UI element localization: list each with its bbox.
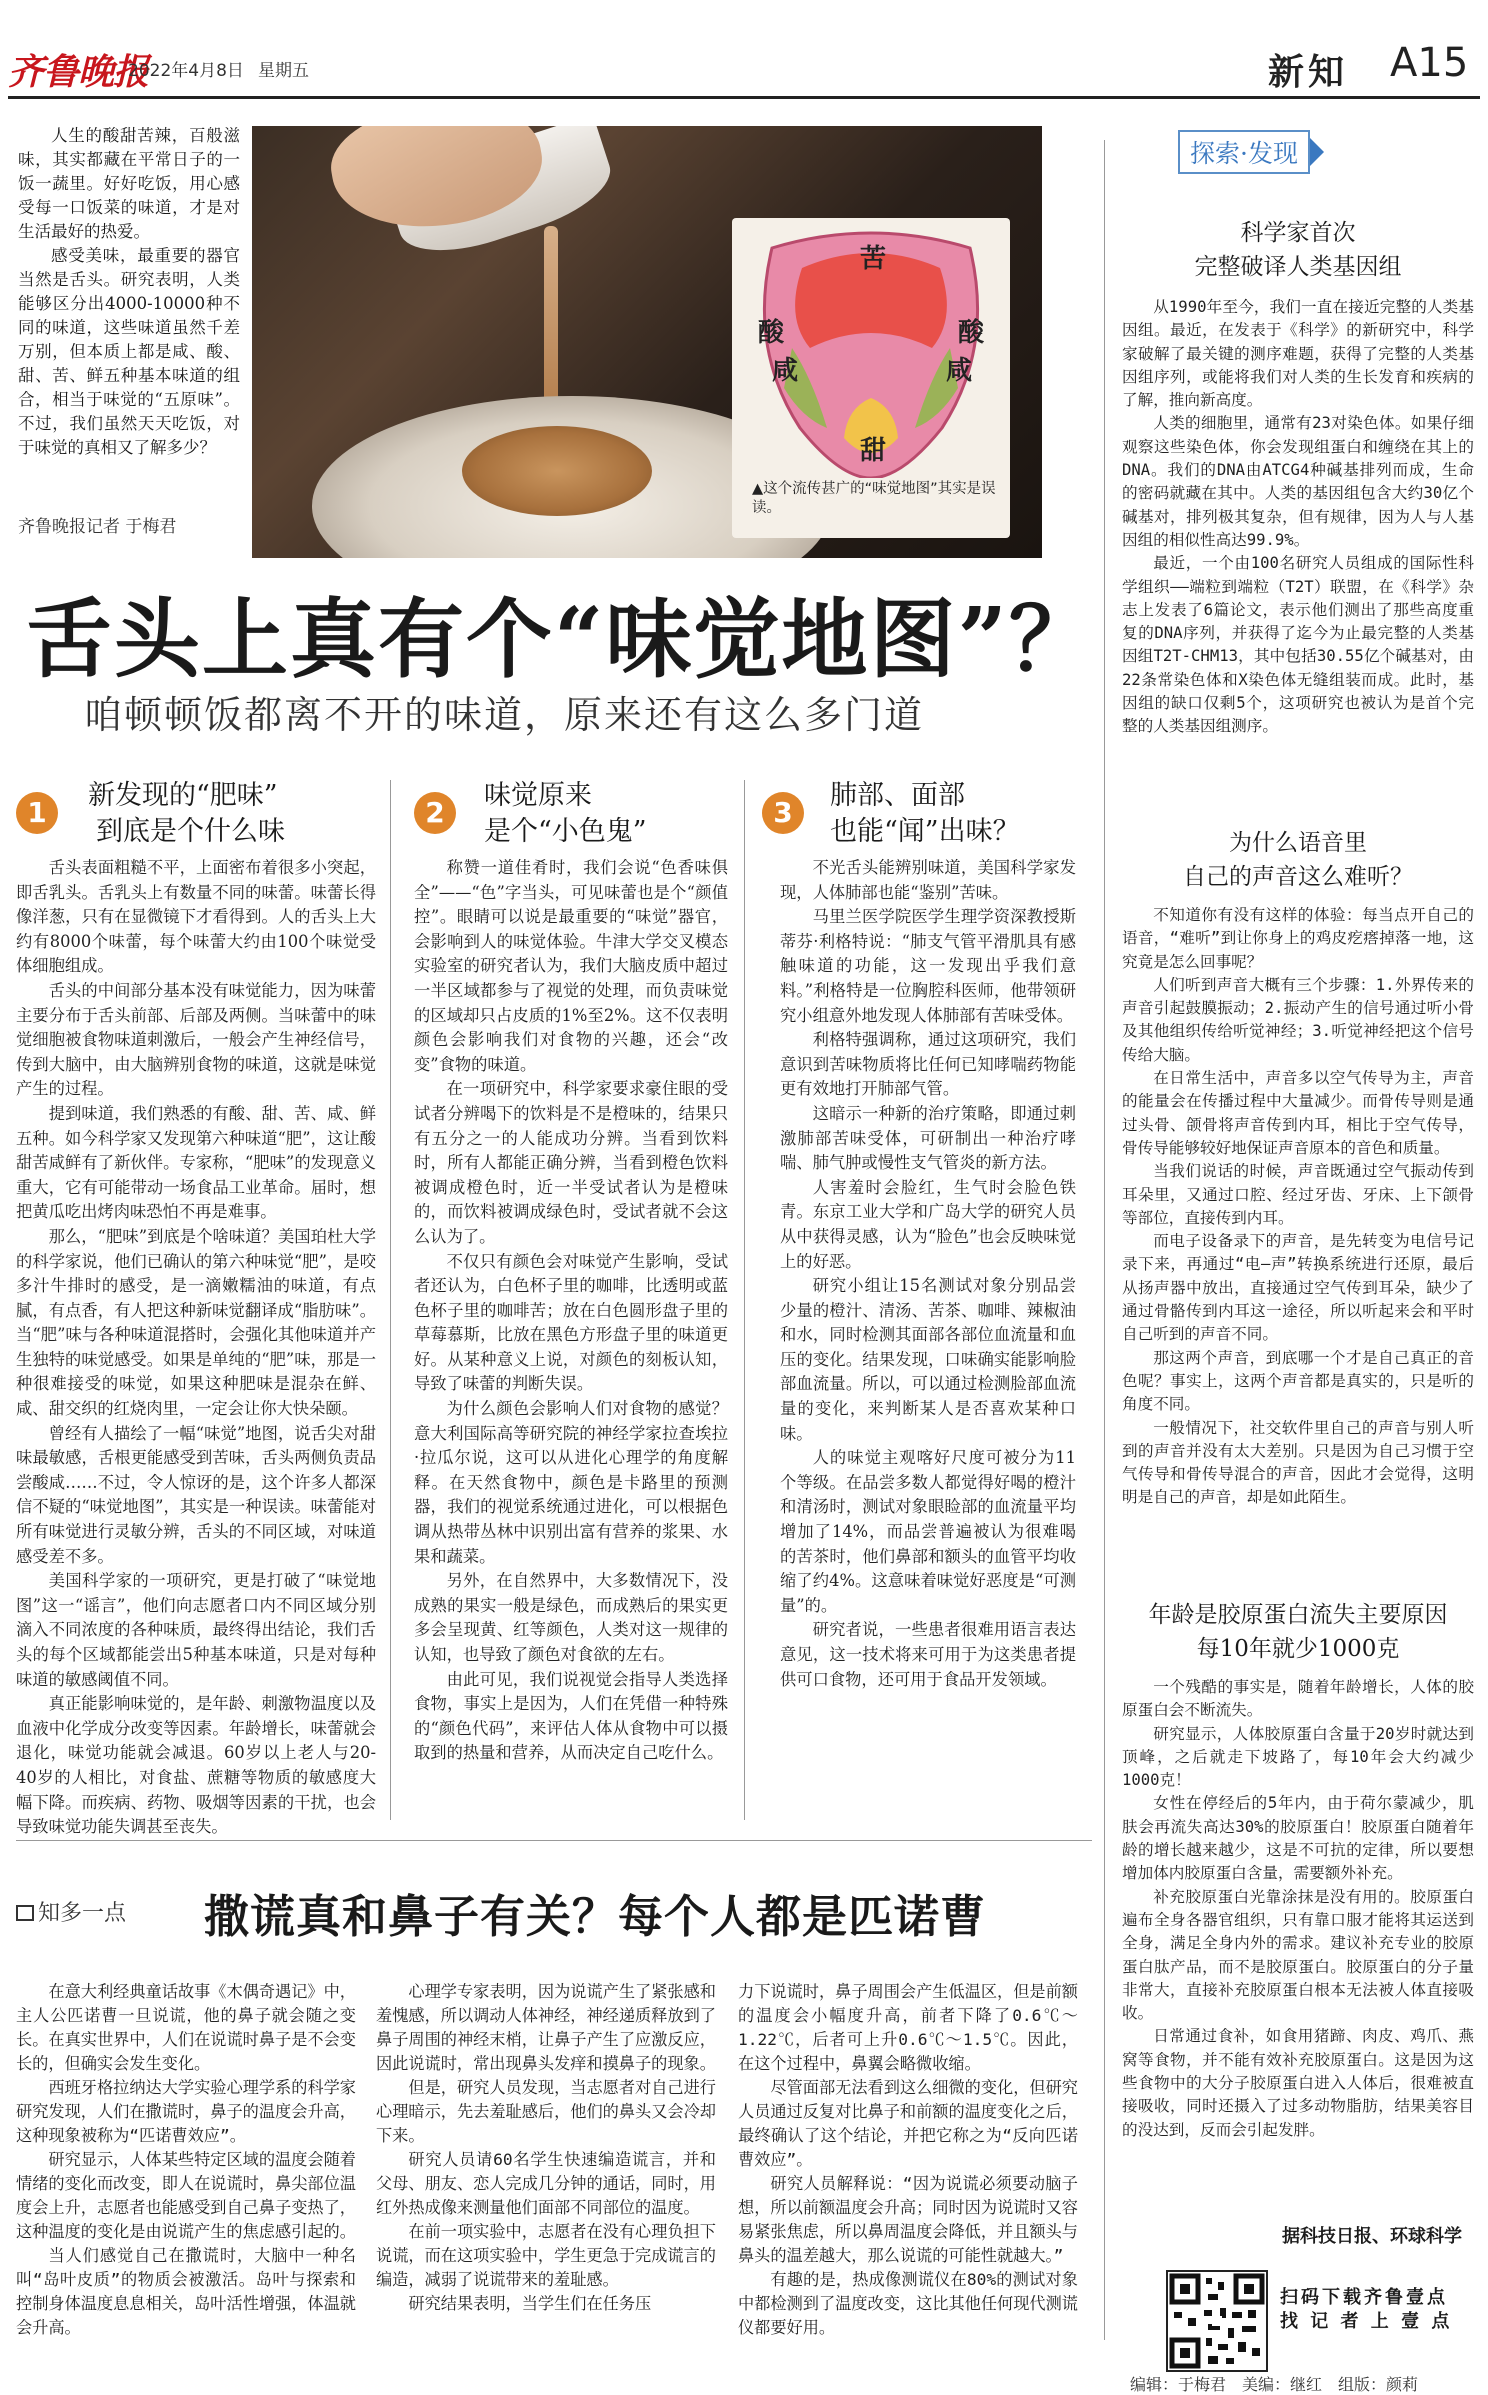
section-title-1	[88, 778, 285, 850]
know-more-label	[16, 1896, 126, 1927]
paragraph: 一般情况下，社交软件里自己的声音与别人听到的声音并没有太大差别。只是因为自己习惯于空气传导和骨传导混合的声音，因此才会觉得，这明明是自己的声音，却是如此陌生。	[1122, 1418, 1474, 1507]
art-credit: 美编：继红	[1242, 2375, 1323, 2394]
paragraph: 曾经有人描绘了一幅“味觉”地图，说舌尖对甜味最敏感，舌根更能感受到苦味，舌头两侧负责品尝酸咸……不过，令人惊讶的是，这个许多人都深信不疑的“味觉地图”，其实是一种误读。味蕾能对所有味觉进行灵敏分辨，舌头的不同区域，对味道感受差不多。	[16, 1423, 376, 1566]
paragraph: 研究显示，人体某些特定区域的温度会随着情绪的变化而改变，即人在说谎时，鼻尖部位温度会上升，志愿者也能感受到自己鼻子变热了，这种温度的变化是由说谎产生的焦虑感引起的。	[16, 2150, 356, 2241]
paragraph: 舌头的中间部分基本没有味觉能力，因为味蕾主要分布于舌头前部、后部及两侧。当味蕾中的味觉细胞被食物味道刺激后，一般会产生神经信号，传到大脑中，由大脑辨别食物的味道，这就是味觉产生的过程。	[16, 980, 376, 1099]
sidebar-article1-title	[1118, 216, 1478, 284]
sidebar-rule	[1104, 140, 1105, 2340]
intro-paragraph: 感受美味，最重要的器官当然是舌头。研究表明，人类能够区分出4000-10000种不同的味道，这些味道虽然千差万别，但本质上都是咸、酸、甜、苦、鲜五种基本味道的组合，相当于味觉的“五原味”。不过，我们虽然天天吃饭，对于味觉的真相又了解多少？	[18, 246, 240, 457]
reporter-byline: 齐鲁晚报记者 于梅君	[18, 517, 177, 537]
column-rule	[744, 780, 745, 1820]
section-title-line: 到底是个什么味	[96, 816, 285, 847]
section-title-3	[830, 778, 1020, 850]
paragraph: 日常通过食补，如食用猪蹄、肉皮、鸡爪、燕窝等食物，并不能有效补充胶原蛋白。这是因为这些食物中的大分子胶原蛋白进入人体后，很难被直接吸收，同时还摄入了过多动物脂肪，结果美容目的没达到，反而会引起发胖。	[1122, 2027, 1474, 2139]
hero-photo	[252, 126, 1042, 558]
issue-date: 2022年4月8日	[128, 61, 244, 81]
sauce-pool	[462, 426, 652, 516]
section-number-2: 2	[414, 792, 456, 834]
paragraph: 那么，“肥味”到底是个啥味道？美国珀杜大学的科学家说，他们已确认的第六种味觉“肥”，是咬多汁牛排时的感受，是一滴嫩糯油的味道，有点腻，有点香，有人把这种新味觉翻译成“脂肪味”。当“肥”味与各种味道混搭时，会强化其他味道并产生独特的味觉感受。如果是单纯的“肥”味，那是一种很难接受的味觉，如果这种肥味是混杂在鲜、咸、甜交织的红烧肉里，一定会让你大快朵颐。	[16, 1226, 376, 1419]
paragraph: 人类的细胞里，通常有23对染色体。如果仔细观察这些染色体，你会发现组蛋白和缠绕在其上的DNA。我们的DNA由ATCG4种碱基排列而成，生命的密码就藏在其中。人类的基因组包含大约30亿个碱基对，排列极其复杂，但有规律，因为人与人基因组的相似性高达99.9%。	[1122, 414, 1474, 549]
sidebar-article3-title	[1118, 1598, 1478, 1666]
paragraph: 在前一项实验中，志愿者在没有心理负担下说谎，而在这项实验中，学生更急于完成谎言的编造，减弱了说谎带来的羞耻感。	[376, 2222, 716, 2289]
paragraph: 女性在停经后的5年内，由于荷尔蒙减少，肌肤会再流失高达30%的胶原蛋白！胶原蛋白随着年龄的增长越来越少，这是不可抗的定律，所以要想增加体内胶原蛋白含量，需要额外补充。	[1122, 1794, 1474, 1883]
paragraph: 力下说谎时，鼻子周围会产生低温区，但是前额的温度会小幅度升高，前者下降了0.6℃～1.22℃，后者可上升0.6℃～1.5℃。因此，在这个过程中，鼻翼会略微收缩。	[738, 1982, 1078, 2073]
paragraph: 人的味觉主观喀好尺度可被分为11个等级。在品尝多数人都觉得好喝的橙汁和清汤时，测试对象眼睑部的血流量平均增加了14%，而品尝普遍被认为很难喝的苦茶时，他们鼻部和额头的血管平均收缩了约4%。这意味着味觉好恶度是“可测量”的。	[780, 1448, 1076, 1615]
paragraph: 另外，在自然界中，大多数情况下，没成熟的果实一般是绿色，而成熟后的果实更多会呈现黄、红等颜色，人类对这一规律的认知，也导致了颜色对食欲的左右。	[414, 1571, 728, 1664]
intro-text	[18, 124, 240, 460]
title-line: 自己的声音这么难听？	[1183, 864, 1413, 890]
editor-credit: 编辑：于梅君	[1130, 2375, 1227, 2394]
issue-weekday: 星期五	[258, 61, 309, 81]
sidebar-article1-body	[1122, 296, 1474, 739]
title-line: 年龄是胶原蛋白流失主要原因	[1148, 1602, 1448, 1628]
bottom-column-2	[376, 1980, 716, 2316]
paragraph: 尽管面部无法看到这么细微的变化，但研究人员通过反复对比鼻子和前额的温度变化之后，最终确认了这个结论，并把它称之为“反向匹诺曹效应”。	[738, 2078, 1078, 2169]
main-headline: 舌头上真有个“味觉地图”？	[26, 589, 1097, 690]
header-rule	[8, 96, 1480, 99]
title-line: 每10年就少1000克	[1196, 1636, 1400, 1662]
column-rule	[390, 780, 391, 1820]
paragraph: 最近，一个由100名研究人员组成的国际性科学组织——端粒到端粒（T2T）联盟，在《科学》杂志上发表了6篇论文，表示他们测出了那些高度重复的DNA序列，并获得了迄今为止最完整的人类基因组T2T-CHM13，其中包括30.55亿个碱基对，由22条常染色体和X染色体无缝组装而成。此时，基因组的缺口仅剩5个，这项研究也被认为是首个完整的人类基因组测序。	[1122, 554, 1474, 736]
paragraph: 马里兰医学院医学生理学资深教授斯蒂芬·利格特说：“肺支气管平滑肌具有感触味道的功能，这一发现出乎我们意料。”利格特是一位胸腔科医师，他带领研究小组意外地发现人体肺部有苦味受体。	[780, 907, 1076, 1025]
know-more-text: 知多一点	[38, 1901, 127, 1926]
window-icon	[16, 1905, 34, 1921]
qr-text-line: 扫码下载齐鲁壹点	[1280, 2287, 1448, 2308]
photo-caption: ▲这个流传甚广的“味觉地图”其实是误读。	[752, 481, 996, 516]
paragraph: 研究人员请60名学生快速编造谎言，并和父母、朋友、恋人完成几分钟的通话，同时，用红外热成像来测量他们面部不同部位的温度。	[376, 2150, 716, 2217]
paragraph: 舌头表面粗糙不平，上面密布着很多小突起，即舌乳头。舌乳头上有数量不同的味蕾。味蕾长得像洋葱，只有在显微镜下才看得到。人的舌头上大约有8000个味蕾，每个味蕾大约由100个味觉受体细胞组成。	[16, 858, 376, 976]
map-label-sweet: 甜	[860, 436, 887, 466]
paragraph: 人害羞时会脸红，生气时会脸色铁青。东京工业大学和广岛大学的研究人员从中获得灵感，认为“脸色”也会反映味觉上的好恶。	[780, 1177, 1076, 1271]
paragraph: 西班牙格拉纳达大学实验心理学系的科学家研究发现，人们在撒谎时，鼻子的温度会升高，这种现象被称为“匹诺曹效应”。	[16, 2078, 356, 2145]
bottom-column-1	[16, 1980, 356, 2340]
intro-paragraph: 人生的酸甜苦辣，百般滋味，其实都藏在平常日子的一饭一蔬里。好好吃饭，用心感受每一口饭菜的味道，才是对生活最好的热爱。	[18, 126, 240, 241]
layout-credit: 组版：颜莉	[1338, 2375, 1419, 2394]
sidebar-tag-label: 探索·发现	[1178, 130, 1310, 174]
paragraph: 研究者说，一些患者很难用语言表达意见，这一技术将来可用于为这类患者提供可口食物，还可用于食品开发领域。	[780, 1620, 1076, 1689]
title-line: 完整破译人类基因组	[1194, 254, 1402, 280]
sidebar-article3-body	[1122, 1676, 1474, 2142]
section-title-2	[484, 778, 647, 850]
qr-text-line: 找 记 者 上 壹 点	[1280, 2311, 1453, 2332]
section-title-line: 肺部、面部	[830, 780, 965, 811]
section-title-line: 味觉原来	[484, 780, 592, 811]
map-label-salty-right: 咸	[946, 356, 973, 386]
map-label-sour-right: 酸	[958, 318, 985, 348]
paragraph: 提到味道，我们熟悉的有酸、甜、苦、咸、鲜五种。如今科学家又发现第六种味道“肥”，这让酸甜苦咸鲜有了新伙伴。专家称，“肥味”的发现意义重大，它有可能带动一场食品工业革命。届时，想把黄瓜吃出烤肉味恐怕不再是难事。	[16, 1103, 376, 1222]
newspaper-logo: 齐鲁晚报	[8, 51, 149, 93]
section-title-line: 是个“小色鬼”	[484, 816, 647, 847]
credits-footer	[1130, 2372, 1418, 2395]
bottom-headline: 撒谎真和鼻子有关？每个人都是匹诺曹	[204, 1890, 987, 1943]
sidebar-article2-title	[1118, 826, 1478, 894]
paragraph: 那这两个声音，到底哪一个才是自己真正的音色呢？事实上，这两个声音都是真实的，只是听的角度不同。	[1122, 1348, 1474, 1414]
paragraph: 在日常生活中，声音多以空气传导为主，声音的能量会在传播过程中大量减少。而骨传导则是通过头骨、颌骨将声音传到内耳，相比于空气传导，骨传导能够较好地保证声音原本的音色和质量。	[1122, 1069, 1474, 1157]
paragraph: 真正能影响味觉的，是年龄、刺激物温度以及血液中化学成分改变等因素。年龄增长，味蕾就会退化，味觉功能就会减退。60岁以上老人与20-40岁的人相比，对食盐、蔗糖等物质的敏感度大幅下降。而疾病、药物、吸烟等因素的干扰，也会导致味觉功能失调甚至丧失。	[16, 1694, 376, 1837]
paragraph: 在一项研究中，科学家要求豪住眼的受试者分辨喝下的饮料是不是橙味的，结果只有五分之一的人能成功分辨。当看到饮料时，所有人都能正确分辨，当看到橙色饮料被调成橙色时，近一半受试者认为是橙味的，而饮料被调成绿色时，受试者就不会这么认为了。	[414, 1079, 728, 1246]
paragraph: 但是，研究人员发现，当志愿者对自己进行心理暗示，先去羞耻感后，他们的鼻头又会冷却下来。	[376, 2078, 716, 2145]
article-source: 据科技日报、环球科学	[1282, 2226, 1462, 2247]
tag-arrow-icon	[1310, 138, 1324, 166]
paragraph: 而电子设备录下的声音，是先转变为电信号记录下来，再通过“电—声”转换系统进行还原，最后从扬声器中放出，直接通过空气传到耳朵，缺少了通过骨骼传到内耳这一途径，所以听起来会和平时自己听到的声音不同。	[1122, 1232, 1474, 1344]
taste-map-panel	[732, 218, 1010, 538]
paragraph: 从1990年至今，我们一直在接近完整的人类基因组。最近，在发表于《科学》的新研究中，科学家破解了最关键的测序难题，获得了完整的人类基因组序列，或能将我们对人类的生长发育和疾病的了解，推向新高度。	[1122, 298, 1474, 410]
paragraph: 不仅只有颜色会对味觉产生影响，受试者还认为，白色杯子里的咖啡，比透明或蓝色杯子里的咖啡苦；放在白色圆形盘子里的草莓慕斯，比放在黑色方形盘子里的味道更好。从某种意义上说，对颜色的刻板认知，导致了味蕾的判断失误。	[414, 1251, 728, 1394]
paragraph: 当人们感觉自己在撒谎时，大脑中一种名叫“岛叶皮质”的物质会被激活。岛叶与探索和控制身体温度息息相关，岛叶活性增强，体温就会升高。	[16, 2246, 356, 2337]
paragraph: 不光舌头能辨别味道，美国科学家发现，人体肺部也能“鉴别”苦味。	[780, 858, 1076, 902]
section-number-1: 1	[16, 792, 58, 834]
main-subheadline: 咱顿顿饭都离不开的味道，原来还有这么多门道	[84, 693, 925, 737]
map-label-bitter: 苦	[860, 244, 887, 274]
paragraph: 研究人员解释说：“因为说谎必须要动脑子想，所以前额温度会升高；同时因为说谎时又容易紧张焦虑，所以鼻周温度会降低，并且额头与鼻头的温差越大，那么说谎的可能性就越大。”	[738, 2174, 1078, 2265]
paragraph: 不知道你有没有这样的体验：每当点开自己的语音，“难听”到让你身上的鸡皮疙瘩掉落一地，这究竟是怎么回事呢？	[1122, 906, 1474, 971]
map-label-salty-left: 咸	[772, 356, 799, 386]
qr-text	[1280, 2286, 1452, 2334]
section-title-line: 也能“闻”出味？	[830, 816, 1020, 847]
page-number: A15	[1390, 40, 1469, 86]
paragraph: 当我们说话的时候，声音既通过空气振动传到耳朵里，又通过口腔、经过牙齿、牙床、上下颌骨等部位，直接传到内耳。	[1122, 1162, 1474, 1227]
paragraph: 称赞一道佳肴时，我们会说“色香味俱全”——“色”字当头，可见味蕾也是个“颜值控”。眼睛可以说是最重要的“味觉”器官，会影响到人的味觉体验。牛津大学交叉模态实验室的研究者认为，我们大脑皮质中超过一半区域都参与了视觉的处理，而负责味觉的区域却只占皮质的1%至2%。这不仅表明颜色会影响我们对食物的兴趣，还会“改变”食物的味道。	[414, 858, 728, 1074]
section-number-3: 3	[762, 792, 804, 834]
paragraph: 为什么颜色会影响人们对食物的感觉？意大利国际高等研究院的神经学家拉查埃拉·拉瓜尔说，这可以从进化心理学的角度解释。在天然食物中，颜色是卡路里的预测器，我们的视觉系统通过进化，可以根据色调从热带丛林中识别出富有营养的浆果、水果和蔬菜。	[414, 1399, 728, 1566]
bottom-rule	[16, 1840, 1092, 1841]
title-line: 为什么语音里	[1229, 830, 1367, 856]
paragraph: 利格特强调称，通过这项研究，我们意识到苦味物质将比任何已知哮喘药物能更有效地打开肺部气管。	[780, 1030, 1076, 1099]
paragraph: 美国科学家的一项研究，更是打破了“味觉地图”这一“谣言”，他们向志愿者口内不同区域分别滴入不同浓度的各种味质，最终得出结论，我们舌头的每个区域都能尝出5种基本味道，只是对每种味道的敏感阈值不同。	[16, 1571, 376, 1689]
paragraph: 补充胶原蛋白光靠涂抹是没有用的。胶原蛋白遍布全身各器官组织，只有靠口服才能将其运送到全身，满足全身内外的需求。建议补充专业的胶原蛋白肽产品，而不是胶原蛋白。胶原蛋白的分子量非常大，直接补充胶原蛋白根本无法被人体直接吸收。	[1122, 1887, 1474, 2023]
section-body-3	[780, 856, 1076, 1692]
section-name: 新知	[1268, 51, 1349, 93]
section-body-1	[16, 856, 376, 1840]
paragraph: 心理学专家表明，因为说谎产生了紧张感和羞愧感，所以调动人体神经，神经递质释放到了鼻子周围的神经末梢，让鼻子产生了应激反应，因此说谎时，常出现鼻头发痒和摸鼻子的现象。	[376, 1982, 716, 2073]
paragraph: 人们听到声音大概有三个步骤：1.外界传来的声音引起鼓膜振动；2.振动产生的信号通过听小骨及其他组织传给听觉神经；3.听觉神经把这个信号传给大脑。	[1122, 975, 1474, 1064]
sidebar-article2-body	[1122, 904, 1474, 1510]
bottom-column-3	[738, 1980, 1078, 2340]
qr-code[interactable]	[1166, 2270, 1268, 2372]
paragraph: 研究小组让15名测试对象分别品尝少量的橙汁、清汤、苦茶、咖啡、辣椒油和水，同时检测其面部各部位血流量和血压的变化。结果发现，口味确实能影响脸部血流量。所以，可以通过检测脸部血流量的变化，来判断某人是否喜欢某种口味。	[780, 1276, 1076, 1443]
paragraph: 在意大利经典童话故事《木偶奇遇记》中，主人公匹诺曹一旦说谎，他的鼻子就会随之变长。在真实世界中，人们在说谎时鼻子是不会变长的，但确实会发生变化。	[16, 1982, 356, 2073]
paragraph: 一个残酷的事实是，随着年龄增长，人体的胶原蛋白会不断流失。	[1122, 1678, 1474, 1720]
paragraph: 这暗示一种新的治疗策略，即通过刺激肺部苦味受体，可研制出一种治疗哮喘、肺气肿或慢性支气管炎的新方法。	[780, 1103, 1076, 1173]
map-label-sour-left: 酸	[758, 318, 785, 348]
section-title-line: 新发现的“肥味”	[88, 780, 278, 811]
sidebar-tag	[1178, 130, 1324, 174]
paragraph: 研究显示，人体胶原蛋白含量于20岁时就达到顶峰，之后就走下坡路了，每10年会大约减少1000克！	[1122, 1724, 1474, 1790]
paragraph: 有趣的是，热成像测谎仪在80%的测试对象中都检测到了温度改变，这比其他任何现代测谎仪都要好用。	[738, 2270, 1078, 2337]
qr-pattern-icon	[1168, 2272, 1266, 2370]
section-body-2	[414, 856, 728, 1766]
paragraph: 由此可见，我们说视觉会指导人类选择食物，事实上是因为，人们在凭借一种特殊的“颜色代码”，来评估人体从食物中可以摄取到的热量和营养，从而决定自己吃什么。	[414, 1669, 728, 1763]
title-line: 科学家首次	[1240, 220, 1356, 246]
paragraph: 研究结果表明，当学生们在任务压	[408, 2294, 652, 2313]
